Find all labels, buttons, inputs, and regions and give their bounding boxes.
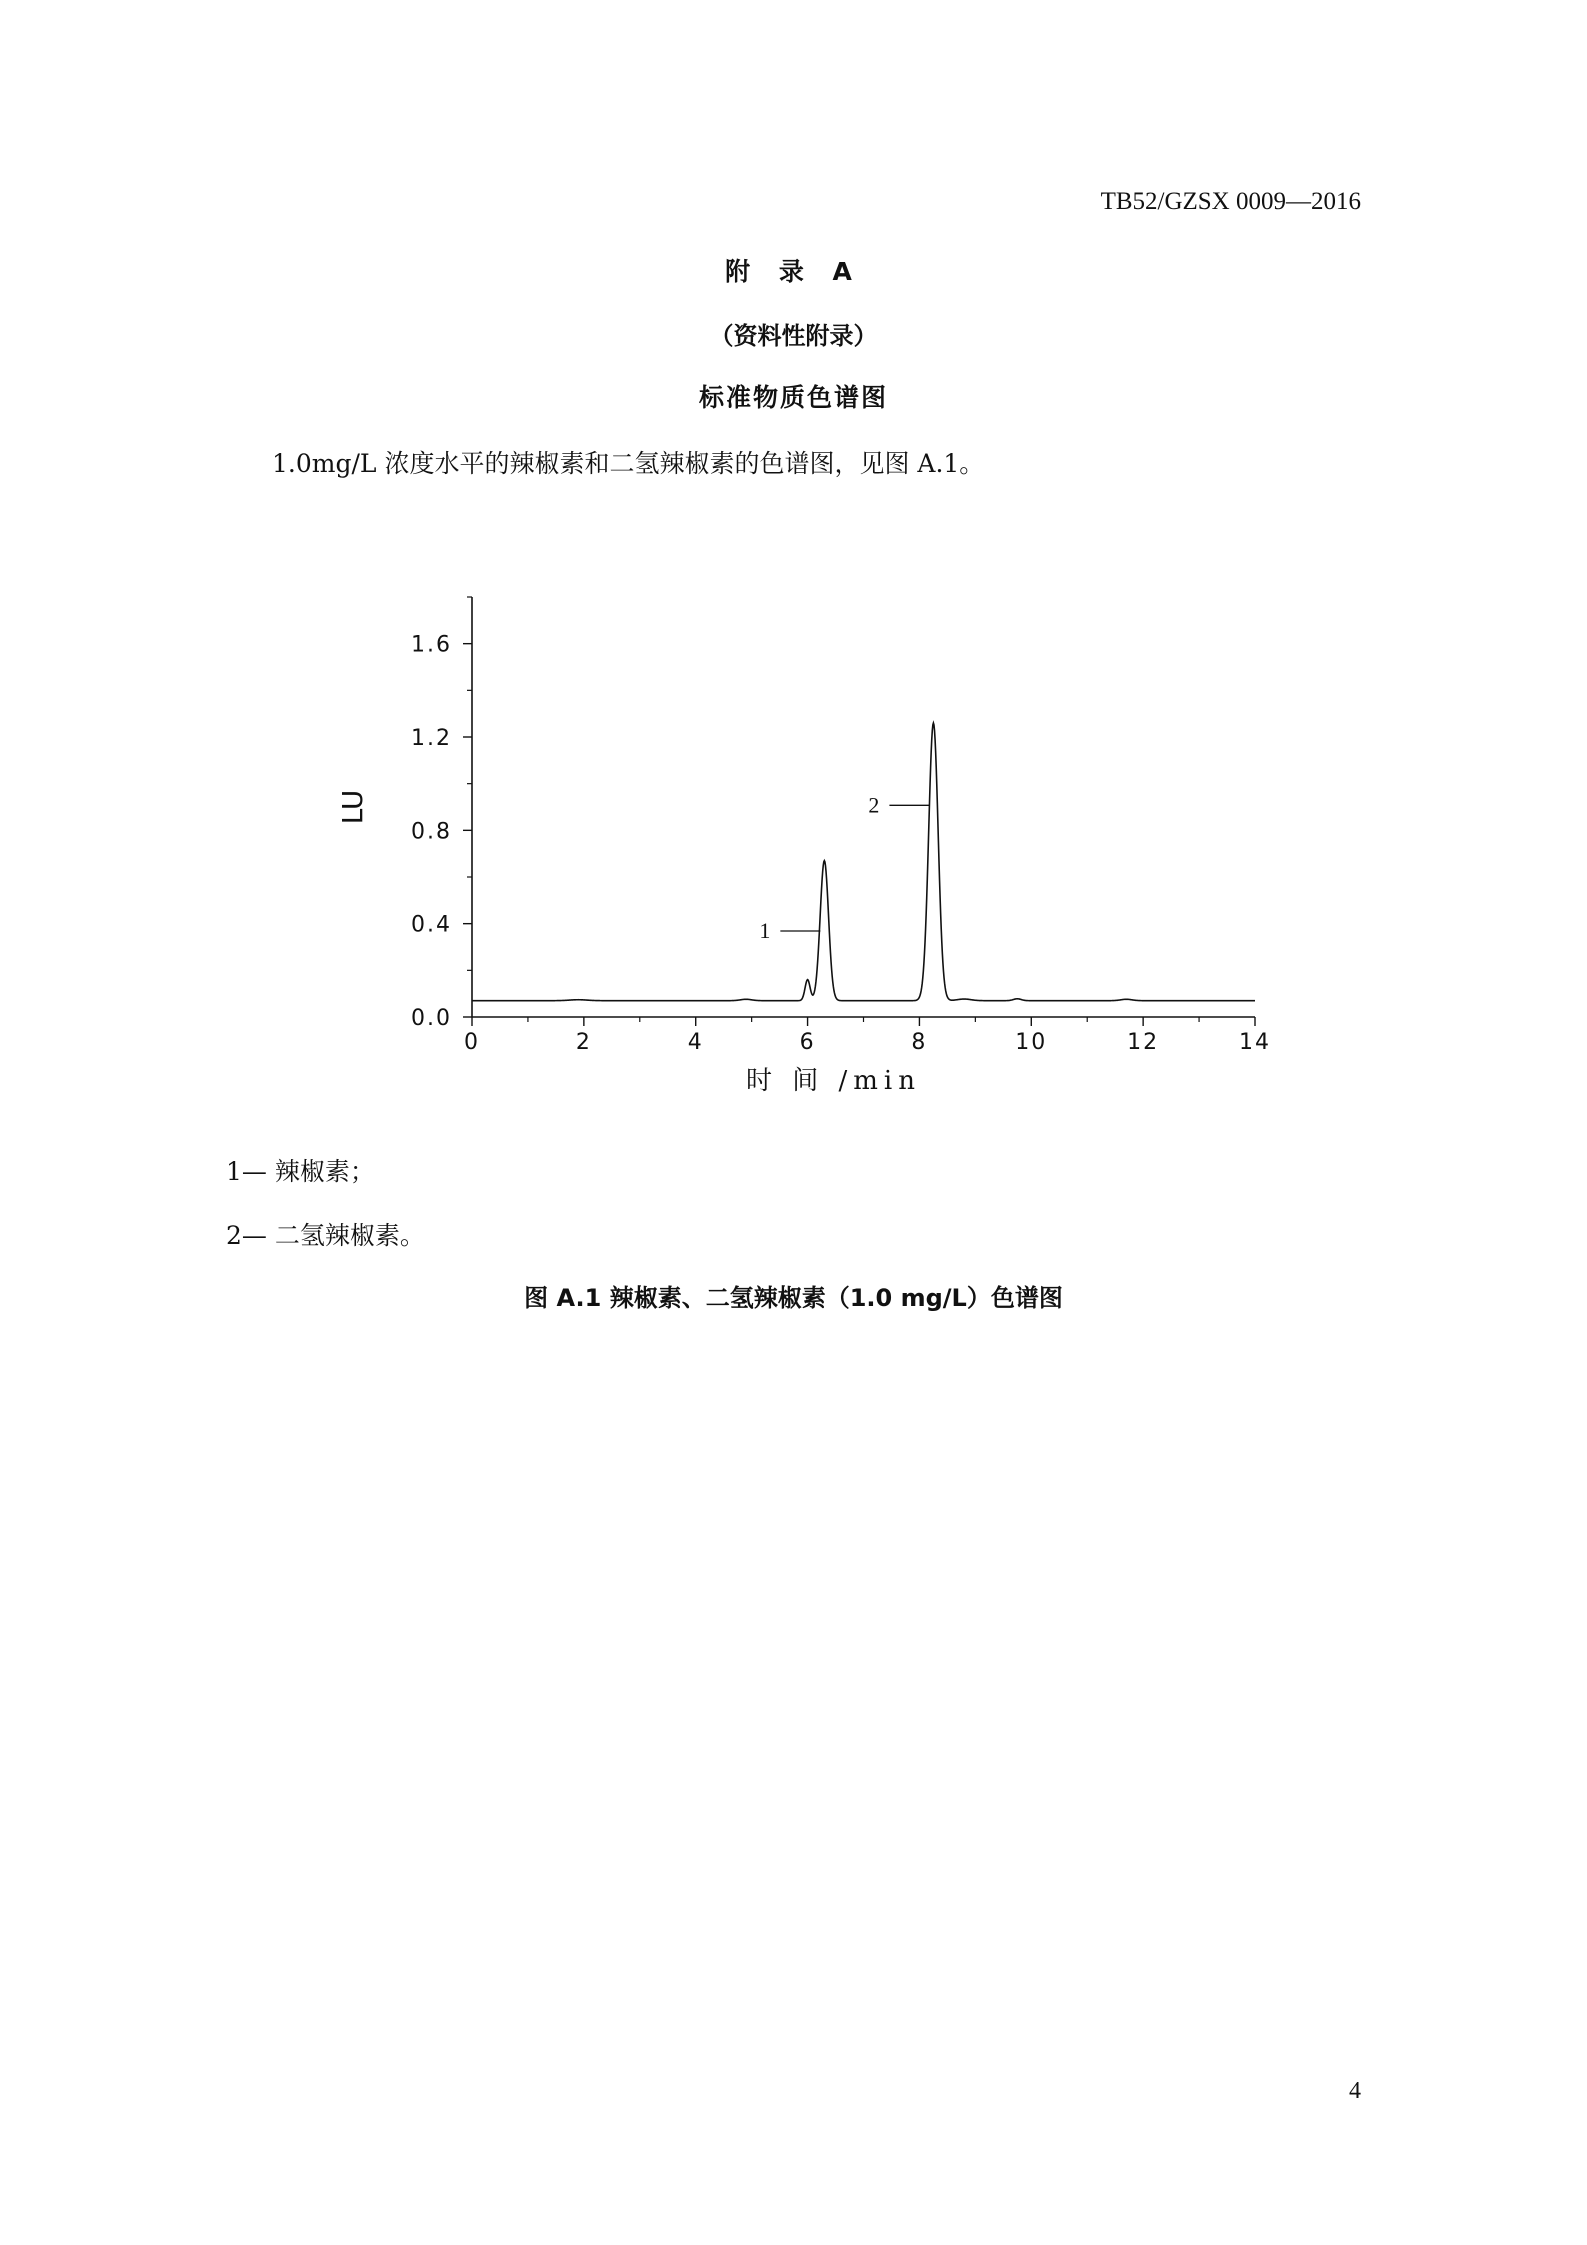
y-tick-label: 0.8	[411, 819, 452, 845]
document-code: TB52/GZSX 0009—2016	[1100, 188, 1361, 215]
x-tick-label: 14	[1239, 1030, 1271, 1055]
chart-axes	[472, 597, 1255, 1017]
y-axis-label: LU	[336, 789, 369, 825]
chromatogram-trace	[472, 723, 1255, 1001]
legend-item-1: 1— 辣椒素；	[226, 1157, 375, 1186]
x-tick-label: 8	[911, 1030, 928, 1055]
x-tick-label: 10	[1015, 1030, 1048, 1055]
page-number: 4	[1349, 2078, 1361, 2104]
x-tick-label: 12	[1127, 1030, 1160, 1055]
y-tick-label: 0.0	[411, 1006, 452, 1031]
figure-caption: 图 A.1 辣椒素、二氢辣椒素（1.0 mg/L）色谱图	[524, 1284, 1063, 1312]
x-tick-label: 2	[575, 1030, 592, 1055]
x-tick-label: 6	[799, 1030, 816, 1055]
peak-label: 2	[868, 792, 880, 818]
intro-paragraph: 1.0mg/L 浓度水平的辣椒素和二氢辣椒素的色谱图，见图 A.1。	[272, 449, 985, 478]
appendix-type: （资料性附录）	[709, 322, 878, 350]
peak-labels	[759, 792, 929, 943]
x-axis-label: 时 间 /min	[745, 1066, 922, 1096]
x-tick-label: 0	[464, 1030, 480, 1055]
legend-item-2: 2— 二氢辣椒素。	[226, 1221, 425, 1250]
peak-label: 1	[759, 918, 771, 944]
y-tick-label: 0.4	[411, 912, 452, 938]
y-tick-label: 1.6	[411, 632, 452, 658]
x-tick-label: 4	[687, 1030, 704, 1055]
chart-ticks	[411, 597, 1271, 1055]
chromatogram-chart	[300, 580, 1280, 1100]
section-title: 标准物质色谱图	[698, 383, 888, 412]
appendix-title: 附 录 A	[725, 257, 862, 286]
y-tick-label: 1.2	[411, 726, 452, 751]
